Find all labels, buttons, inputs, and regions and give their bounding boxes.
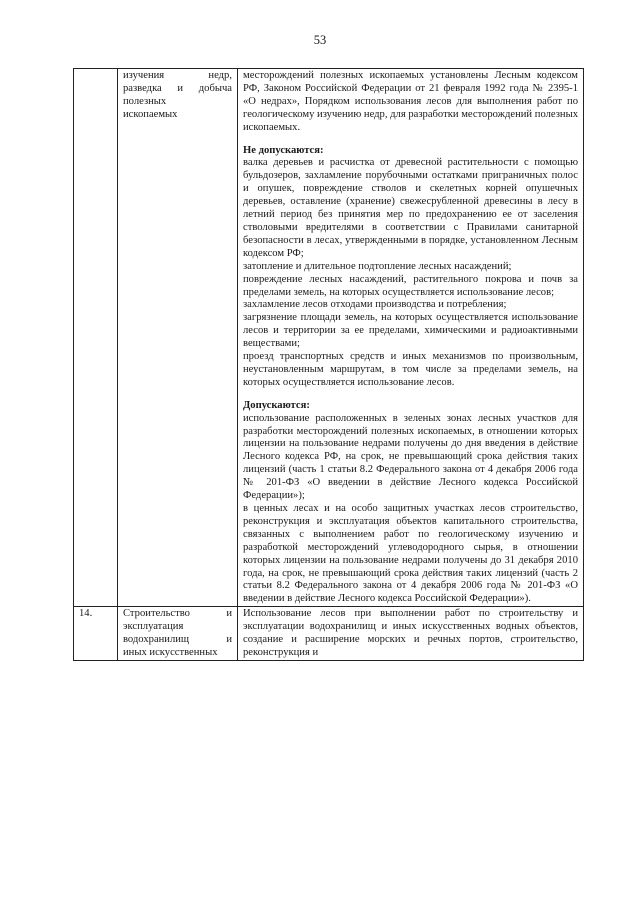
intro-paragraph: месторождений полезных ископаемых установлены Лесным кодексом РФ, Законом Российской Федерации от 21 февраля 1992 года № 2395-1 «О недрах», Порядком использования лесов для выполнения работ по геологическому изучению недр, для разработки месторождений полезных ископаемых. xyxy=(243,70,578,133)
activity-name-cell xyxy=(118,607,238,661)
activity-name-line: иных искусственных xyxy=(123,646,218,658)
requirements-cell xyxy=(238,607,584,661)
activity-name-line: разведка и добыча xyxy=(123,82,232,94)
requirements-cell xyxy=(238,69,584,607)
allowed-item: использование расположенных в зеленых зонах лесных участков для разработки месторождений полезных ископаемых, в отношении которых лицензии на пользование недрами получены до дня введения в действие Лесного кодекса РФ, на срок, не превышающий срока действия таких лицензий (часть 1 статьи 8.2 Федерального закона от 4 декабря 2006 года № 201-ФЗ «О введении в действие Лесного кодекса Российской Федерации»); xyxy=(243,412,578,502)
prohibited-item: затопление и длительное подтопление лесных насаждений; xyxy=(243,260,512,272)
prohibited-item: повреждение лесных насаждений, растительного покрова и почв за пределами земель, на которых осуществляется использование лесов; xyxy=(243,273,578,298)
activity-name-cell xyxy=(118,69,238,607)
prohibited-heading: Не допускаются: xyxy=(243,144,324,156)
prohibited-item: проезд транспортных средств и иных механизмов по произвольным, неустановленным маршрутам, в том числе за пределами земель, на которых осуществляется использование лесов. xyxy=(243,351,578,388)
prohibited-item: захламление лесов отходами производства и потребления; xyxy=(243,299,507,311)
table-row xyxy=(74,607,584,661)
page-number: 53 xyxy=(313,33,327,47)
row-number-cell: 14. xyxy=(74,607,118,661)
activity-name-line: водохранилищ и xyxy=(123,634,232,646)
row-number-cell xyxy=(74,69,118,607)
table-row xyxy=(74,69,584,607)
prohibited-item: загрязнение площади земель, на которых осуществляется использование лесов и территории за ее пределами, химическими и радиоактивными веществами; xyxy=(243,312,578,350)
allowed-heading: Допускаются: xyxy=(243,399,310,411)
allowed-item: в ценных лесах и на особо защитных участках лесов строительство, реконструкция и эксплуатация объектов капитального строительства, связанных с выполнением работ по геологическому изучению и разработкой месторождений углеводородного сырья, в отношении которых лицензии на пользование недрами получены до 31 декабря 2010 года, на срок, не превышающий срока действия таких лицензий (часть 2 статьи 8.2 Федерального закона от 4 декабря 2006 года № 201-ФЗ «О введении в действие Лесного кодекса Российской Федерации»). xyxy=(243,503,578,605)
prohibited-item: валка деревьев и расчистка от древесной растительности с помощью бульдозеров, захламление порубочными остатками приграничных полос и опушек, повреждение стволов и скелетных корней опушечных деревьев, оставление (хранение) свежесрубленной древесины в лесу в летний период без принятия мер по предохранению ее от заселения стволовыми вредителями в соответствии с Правилами санитарной безопасности в лесах, утвержденными в порядке, установленном Лесным кодексом РФ; xyxy=(243,157,578,259)
forest-use-table xyxy=(73,68,584,661)
activity-name-line: ископаемых xyxy=(123,108,178,120)
activity-name-line: изучения недр, xyxy=(123,70,232,81)
activity-name-line: эксплуатация xyxy=(123,621,184,633)
description-paragraph: Использование лесов при выполнении работ по строительству и эксплуатации водохранилищ и иных искусственных водных объектов, создание и расширение морских и речных портов, строительство, реконструкция и xyxy=(243,608,578,658)
activity-name-line: Строительство и xyxy=(123,608,232,620)
activity-name-line: полезных xyxy=(123,95,167,107)
